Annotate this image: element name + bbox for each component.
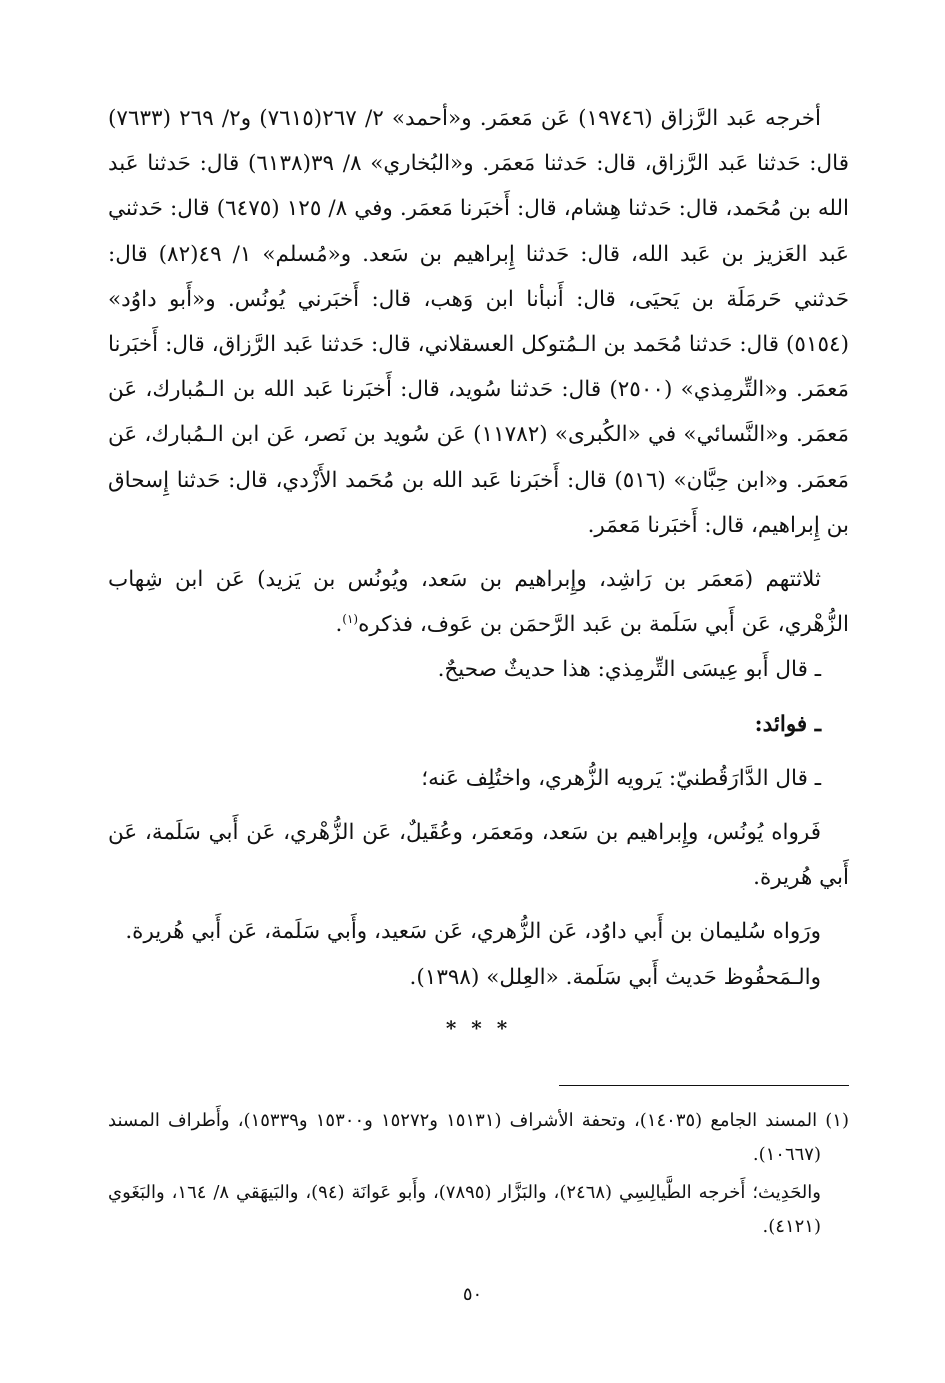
footnote-1: (١) المسند الجامع (١٤٠٣٥)، وتحفة الأشراف (١٥١٣١ و١٥٢٧٢ و١٥٣٠٠ و١٥٣٣٩)، وأَطراف المسند (١٠٦٦٧). — [108, 1110, 849, 1165]
page-number: ٥٠ — [462, 1284, 483, 1305]
section-separator: * * * — [445, 1015, 512, 1040]
benefits-heading: ـ فوائد: — [754, 711, 821, 737]
narration-paragraph-1: فَرواه يُونُس، وإِبراهيم بن سَعد، ومَعمَر، وعُقَيلٌ، عَن الزُّهْري، عَن أَبي سَلَمة، عَن أَبي هُريرة. — [108, 820, 849, 891]
main-text — [108, 96, 849, 1051]
chain-end: . — [335, 612, 343, 638]
chain-text: ثلاثتهم (مَعمَر بن رَاشِد، وإِبراهيم بن سَعد، ويُونُس بن يَزيد) عَن ابن شِهاب الزُّهْري، عَن أَبي سَلَمة بن عَبد الرَّحمَن بن عَوف، فذكره — [108, 567, 849, 638]
footnotes — [108, 1104, 849, 1248]
footnote-continuation: والحَدِيث؛ أَخرجه الطَّيالِسِي (٢٤٦٨)، والبَزَّار (٧٨٩٥)، وأَبو عَوانَة (٩٤)، والبَيهَقي ٨/ ١٦٤، والبَغَوي (٤١٢١). — [108, 1182, 821, 1237]
narration-paragraph-2: ورَواه سُليمان بن أَبي داوُد، عَن الزُّهري، عَن سَعيد، وأَبي سَلَمة، عَن أَبي هُريرة. — [125, 919, 821, 945]
daraqutni-paragraph: ـ قال الدَّارَقُطنيّ: يَرويه الزُّهري، واختُلِف عَنه؛ — [421, 765, 821, 791]
footnote-divider — [559, 1085, 849, 1086]
conclusion-paragraph: والـمَحفُوظ حَديث أَبي سَلَمة. «العِلل» (١٣٩٨). — [409, 964, 821, 990]
tirmidhi-verdict: ـ قال أَبو عِيسَى التِّرمِذي: هذا حديثٌ صحيحٌ. — [437, 657, 821, 683]
footnote-ref-1[interactable]: (١) — [342, 612, 359, 627]
takhrij-paragraph: أخرجه عَبد الرَّزاق (١٩٧٤٦) عَن مَعمَر. و«أحمد» ٢/ ٢٦٧(٧٦١٥) و٢/ ٢٦٩ (٧٦٣٣) قال: حَدثنا عَبد الرَّزاق، قال: حَدثنا مَعمَر. و«البُخاري» ٨/ ٣٩(٦١٣٨) قال: حَدثنا عَبد الله بن مُحَمد، قال: حَدثنا هِشام، قال: أَخبَرنا مَعمَر. وفي ٨/ ١٢٥ (٦٤٧٥) قال: حَدثني عَبد العَزيز بن عَبد الله، قال: حَدثنا إِبراهيم بن سَعد. و«مُسلم» ١/ ٤٩(٨٢) قال: حَدثني حَرمَلَة بن يَحيَى، قال: أَنبأنا ابن وَهب، قال: أَخبَرني يُونُس. و«أَبو داوُد» (٥١٥٤) قال: حَدثنا مُحَمد بن الـمُتوكل العسقلاني، قال: حَدثنا عَبد الرَّزاق، قال: أَخبَرنا مَعمَر. و«التِّرمِذي» (٢٥٠٠) قال: حَدثنا سُويد، قال: أَخبَرنا عَبد الله بن الـمُبارك، عَن مَعمَر. و«النَّسائي» في «الكُبرى» (١١٧٨٢) عَن سُويد بن نَصر، عَن ابن الـمُبارك، عَن مَعمَر. و«ابن حِبَّان» (٥١٦) قال: أَخبَرنا عَبد الله بن مُحَمد الأَزْدي، قال: حَدثنا إِسحاق بن إِبراهيم، قال: أَخبَرنا مَعمَر. — [108, 106, 850, 538]
chain-paragraph — [108, 557, 849, 647]
